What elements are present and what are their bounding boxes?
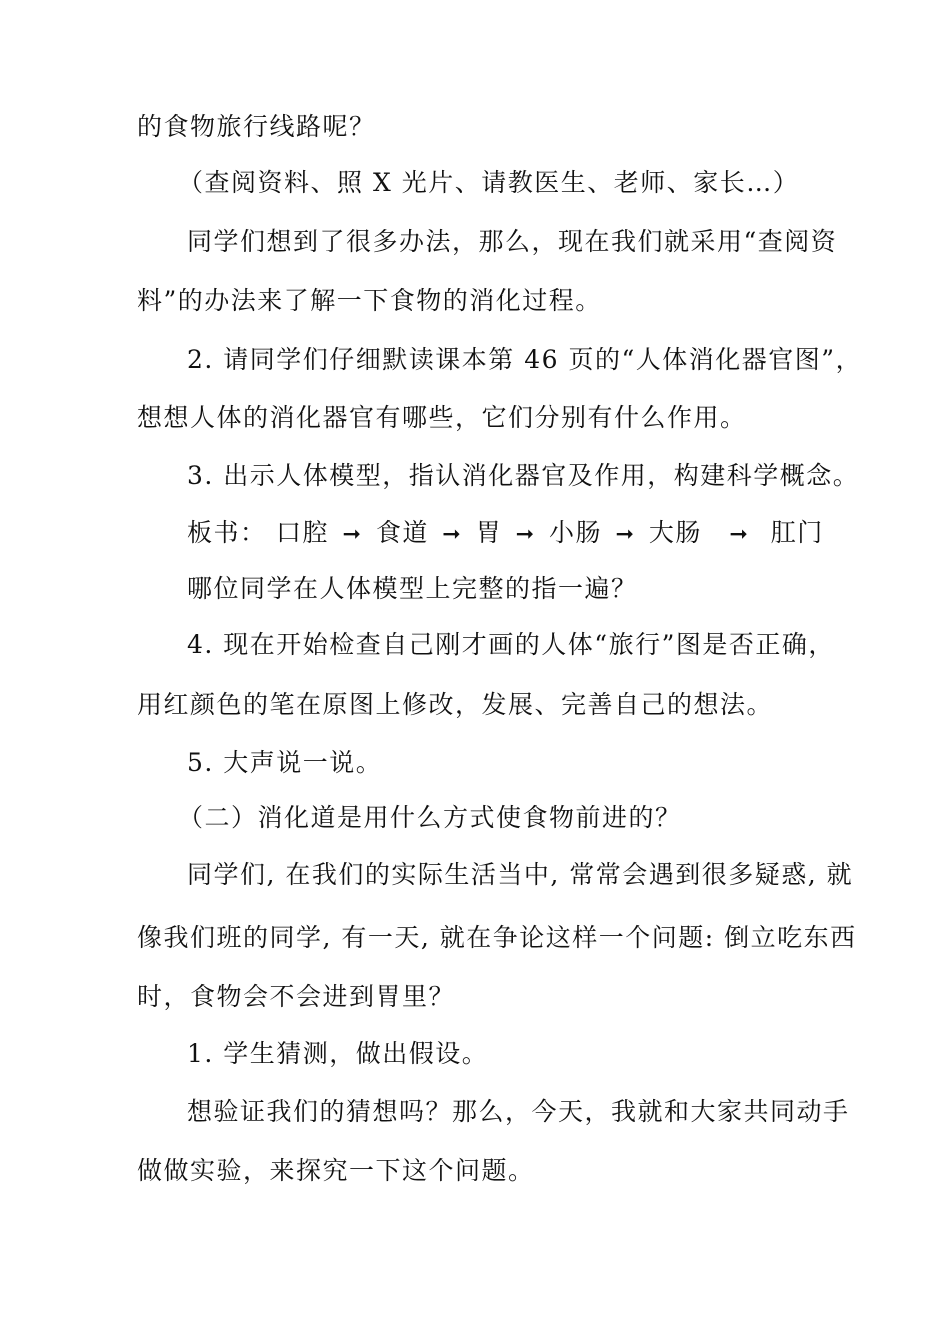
text-line: 时，食物会不会进到胃里？	[137, 982, 456, 1011]
text-line: 3. 出示人体模型，指认消化器官及作用，构建科学概念。	[187, 461, 860, 490]
organ-anus: 肛门	[770, 518, 824, 547]
organ-stomach: 胃	[475, 518, 503, 547]
text-line: 同学们, 在我们的实际生活当中, 常常会遇到很多疑惑, 就	[187, 860, 854, 889]
text-line: 5. 大声说一说。	[187, 748, 383, 777]
organ-esophagus: 食道	[375, 518, 429, 547]
organ-large-intestine: 大肠	[648, 518, 702, 547]
text-line: 做做实验，来探究一下这个问题。	[137, 1156, 535, 1185]
arrow-icon: ➞	[615, 522, 636, 547]
arrow-icon: ➞	[515, 522, 536, 547]
text-line: （查阅资料、照 X 光片、请教医生、老师、家长…）	[178, 168, 800, 197]
text-line: 1. 学生猜测，做出假设。	[187, 1039, 489, 1068]
text-line: 料”的办法来了解一下食物的消化过程。	[137, 286, 602, 315]
text-line: 的食物旅行线路呢？	[137, 112, 376, 141]
text-line: 同学们想到了很多办法，那么，现在我们就采用“查阅资	[187, 227, 838, 256]
arrow-icon: ➞	[442, 522, 463, 547]
section-heading: （二）消化道是用什么方式使食物前进的？	[178, 803, 682, 832]
text-line: 2. 请同学们仔细默读课本第 46 页的“人体消化器官图”，	[187, 345, 863, 374]
text-line: 哪位同学在人体模型上完整的指一遍？	[187, 574, 638, 603]
board-label: 板书：	[187, 518, 267, 547]
text-line: 像我们班的同学, 有一天, 就在争论这样一个问题: 倒立吃东西	[137, 923, 857, 952]
organ-small-intestine: 小肠	[549, 518, 603, 547]
arrow-icon: ➞	[729, 522, 750, 547]
text-line: 想想人体的消化器官有哪些，它们分别有什么作用。	[137, 403, 747, 432]
text-line: 4. 现在开始检查自己刚才画的人体“旅行”图是否正确，	[187, 630, 835, 659]
arrow-icon: ➞	[342, 522, 363, 547]
text-line: 用红颜色的笔在原图上修改，发展、完善自己的想法。	[137, 690, 774, 719]
text-line: 想验证我们的猜想吗？那么，今天，我就和大家共同动手	[187, 1097, 850, 1126]
organ-mouth: 口腔	[275, 518, 329, 547]
board-summary	[187, 518, 950, 550]
